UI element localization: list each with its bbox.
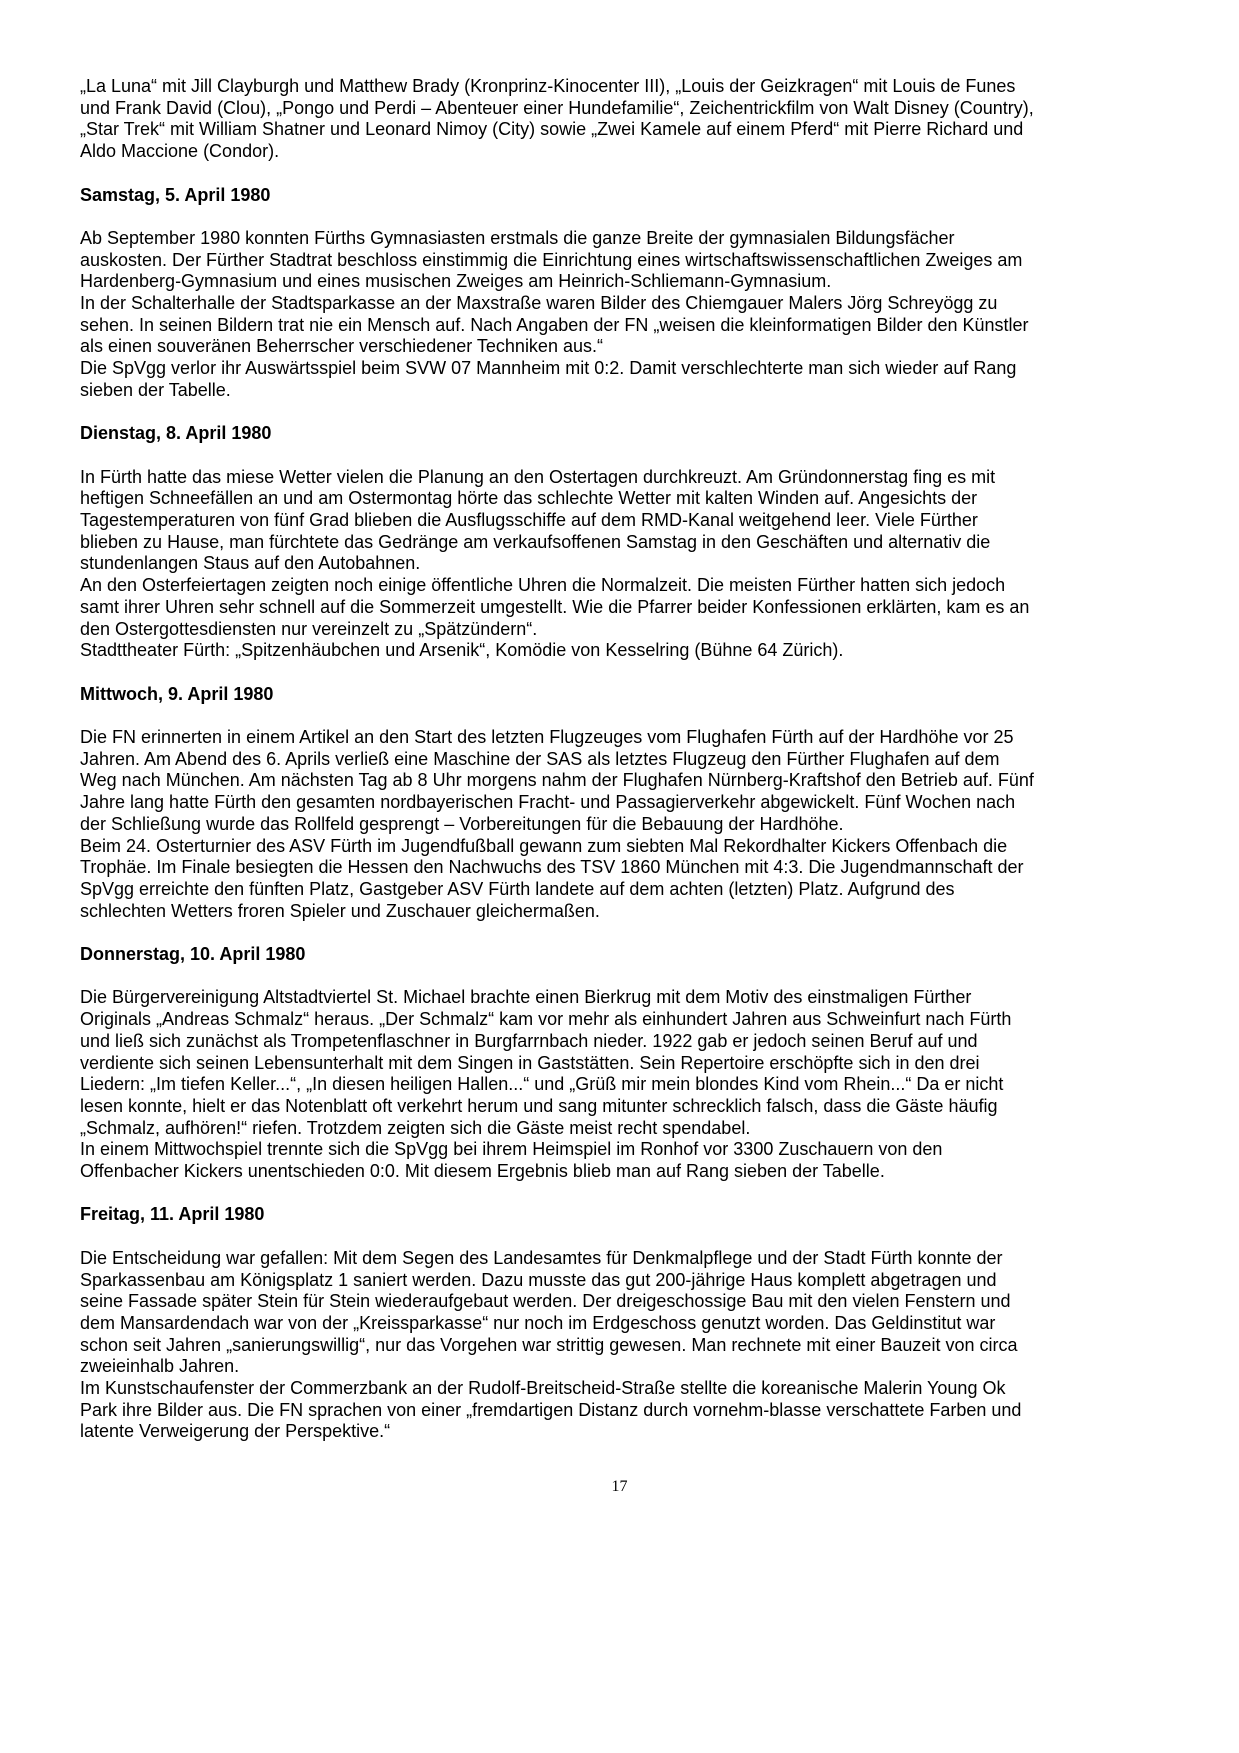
paragraph: In einem Mittwochspiel trennte sich die SpVgg bei ihrem Heimspiel im Ronhof vor 3300 Zuschauern von den Offenbacher Kickers unentschieden 0:0. Mit diesem Ergebnis blieb man auf Rang sieben der Tabelle. [80, 1139, 943, 1182]
heading-donnerstag-10-april-1980: Donnerstag, 10. April 1980 [80, 944, 306, 965]
paragraph: Im Kunstschaufenster der Commerzbank an der Rudolf-Breitscheid-Straße stellte die koreanische Malerin Young Ok Park ihre Bilder aus. Die FN sprachen von einer „fremdartigen Distanz durch vornehm-blasse verschattete Farben und latente Verweigerung der Perspektive.“ [80, 1378, 1022, 1442]
paragraph: Die FN erinnerten in einem Artikel an den Start des letzten Flugzeuges vom Flughafen Fürth auf der Hardhöhe vor 25 Jahren. Am Abend des 6. Aprils verließ eine Maschine der SAS als letztes Flugzeug den Fürther Flughafen auf dem Weg nach München. Am nächsten Tag ab 8 Uhr morgens nahm der Flughafen Nürnberg-Kraftshof den Betrieb auf. Fünf Jahre lang hatte Fürth den gesamten nordbayerischen Fracht- und Passagierverkehr abgewickelt. Fünf Wochen nach der Schließung wurde das Rollfeld gesprengt – Vorbereitungen für die Bebauung der Hardhöhe. [80, 727, 1034, 834]
paragraph: Die SpVgg verlor ihr Auswärtsspiel beim SVW 07 Mannheim mit 0:2. Damit verschlechterte man sich wieder auf Rang sieben der Tabelle. [80, 358, 1017, 400]
paragraph: An den Osterfeiertagen zeigten noch einige öffentliche Uhren die Normalzeit. Die meisten Fürther hatten sich jedoch samt ihrer Uhren sehr schnell auf die Sommerzeit umgestellt. Wie die Pfarrer beider Konfessionen erklärten, kam es an den Ostergottesdiensten nur vereinzelt zu „Spätzündern“. [80, 575, 1030, 639]
paragraph: Die Bürgervereinigung Altstadtviertel St. Michael brachte einen Bierkrug mit dem Motiv des einstmaligen Fürther Originals „Andreas Schmalz“ heraus. „Der Schmalz“ kam vor mehr als einhundert Jahren aus Schweinfurt nach Fürth und ließ sich zunächst als Trompetenflaschner in Burgfarrnbach nieder. 1922 gab er jedoch seinen Beruf auf und verdiente sich seinen Lebensunterhalt mit dem Singen in Gaststätten. Sein Repertoire erschöpfte sich in den drei Liedern: „Im tiefen Keller...“, „In diesen heiligen Hallen...“ und „Grüß mir mein blondes Kind vom Rhein...“ Da er nicht lesen konnte, hielt er das Notenblatt oft verkehrt herum und sang mitunter schrecklich falsch, dass die Gäste häufig „Schmalz, aufhören!“ riefen. Trotzdem zeigten sich die Gäste meist recht spendabel. [80, 987, 1012, 1138]
heading-mittwoch-9-april-1980: Mittwoch, 9. April 1980 [80, 683, 274, 704]
heading-freitag-11-april-1980: Freitag, 11. April 1980 [80, 1204, 265, 1225]
paragraph: Beim 24. Osterturnier des ASV Fürth im Jugendfußball gewann zum siebten Mal Rekordhalter Kickers Offenbach die Trophäe. Im Finale besiegten die Hessen den Nachwuchs des TSV 1860 München mit 4:3. Die Jugendmannschaft der SpVgg erreichte den fünften Platz, Gastgeber ASV Fürth landete auf dem achten (letzten) Platz. Aufgrund des schlechten Wetters froren Spieler und Zuschauer gleichermaßen. [80, 835, 1024, 921]
paragraph: Die Entscheidung war gefallen: Mit dem Segen des Landesamtes für Denkmalpflege und der Stadt Fürth konnte der Sparkassenbau am Königsplatz 1 saniert werden. Dazu musste das gut 200-jährige Haus komplett abgetragen und seine Fassade später Stein für Stein wiederaufgebaut werden. Der dreigeschossige Bau mit den vielen Fenstern und dem Mansardendach war von der „Kreissparkasse“ nur noch im Erdgeschoss genutzt worden. Das Geldinstitut war schon seit Jahren „sanierungswillig“, nur das Vorgehen war strittig gewesen. Man rechnete mit einer Bauzeit von circa zweieinhalb Jahren. [80, 1247, 1018, 1377]
paragraph: Ab September 1980 konnten Fürths Gymnasiasten erstmals die ganze Breite der gymnasialen Bildungsfächer auskosten. Der Fürther Stadtrat beschloss einstimmig die Einrichtung eines wirtschaftswissenschaftlichen Zweiges am Hardenberg-Gymnasium und eines musischen Zweiges am Heinrich-Schliemann-Gymnasium. [80, 227, 1023, 292]
document-content [80, 76, 1036, 1443]
intro-paragraph: „La Luna“ mit Jill Clayburgh und Matthew Brady (Kronprinz-Kinocenter III), „Louis der Geizkragen“ mit Louis de Funes und Frank David (Clou), „Pongo und Perdi – Abenteuer einer Hundefamilie“, Zeichentrickfilm von Walt Disney (Country), „Star Trek“ mit William Shatner und Leonard Nimoy (City) sowie „Zwei Kamele auf einem Pferd“ mit Pierre Richard und Aldo Maccione (Condor). [80, 76, 1034, 162]
heading-samstag-5-april-1980: Samstag, 5. April 1980 [80, 184, 271, 205]
paragraph: Stadttheater Fürth: „Spitzenhäubchen und Arsenik“, Komödie von Kesselring (Bühne 64 Zürich). [80, 640, 844, 661]
heading-dienstag-8-april-1980: Dienstag, 8. April 1980 [80, 423, 272, 444]
paragraph: In Fürth hatte das miese Wetter vielen die Planung an den Ostertagen durchkreuzt. Am Gründonnerstag fing es mit heftigen Schneefällen an und am Ostermontag hörte das schlechte Wetter mit kalten Winden auf. Angesichts der Tagestemperaturen von fünf Grad blieben die Ausflugsschiffe auf dem RMD-Kanal weitgehend leer. Viele Fürther blieben zu Hause, man fürchtete das Gedränge am verkaufsoffenen Samstag in den Geschäften und alternativ die stundenlangen Staus auf den Autobahnen. [80, 466, 996, 574]
paragraph: In der Schalterhalle der Stadtsparkasse an der Maxstraße waren Bilder des Chiemgauer Malers Jörg Schreyögg zu sehen. In seinen Bildern trat nie ein Mensch auf. Nach Angaben der FN „weisen die kleinformatigen Bilder den Künstler als einen souveränen Beherrscher verschiedener Techniken aus.“ [80, 293, 1029, 357]
page-number: 17 [611, 1478, 628, 1495]
